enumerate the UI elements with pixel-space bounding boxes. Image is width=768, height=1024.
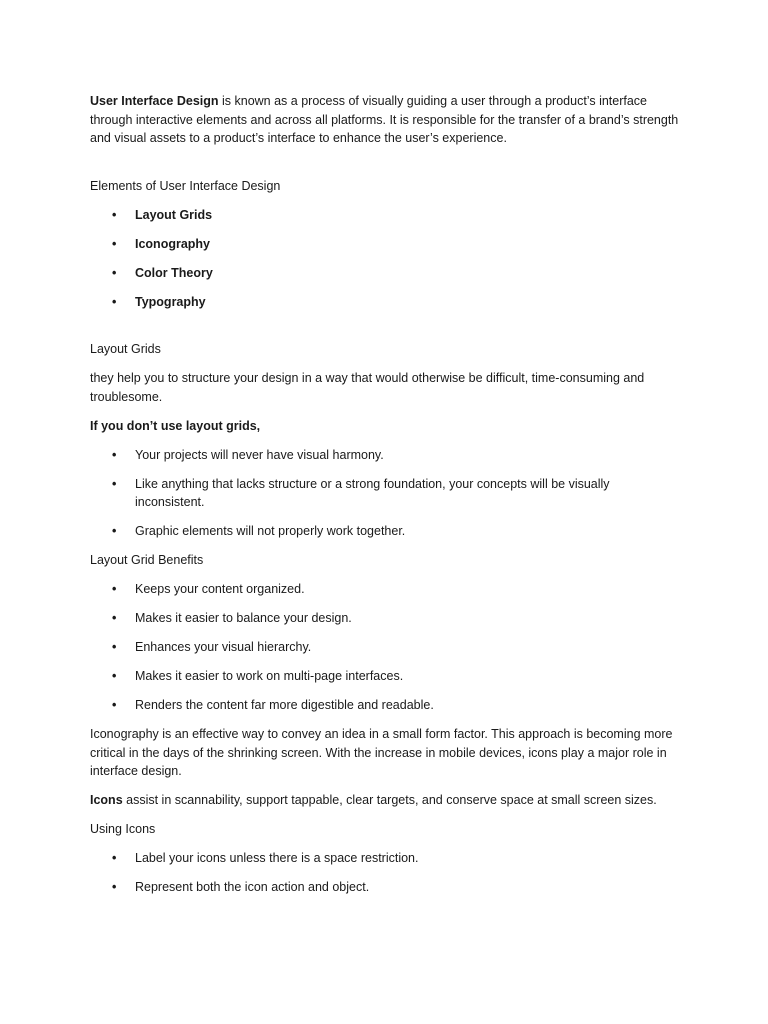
list-item: • Graphic elements will not properly work together. — [90, 522, 680, 541]
using-icons-heading: Using Icons — [90, 822, 156, 836]
list-item: • Color Theory — [90, 264, 680, 283]
elements-heading: Elements of User Interface Design — [90, 178, 281, 193]
list-item: • Makes it easier to work on multi-page interfaces. — [90, 667, 680, 686]
layout-grids-warning — [90, 417, 680, 436]
intro-paragraph — [90, 92, 680, 148]
list-item: • Keeps your content organized. — [90, 580, 680, 599]
list-item: • Your projects will never have visual harmony. — [90, 446, 680, 465]
icons-text: assist in scannability, support tappable, clear targets, and conserve space at small screen sizes. — [122, 793, 657, 807]
icons-paragraph — [90, 791, 680, 810]
using-icons-list — [90, 849, 680, 897]
list-item: • Represent both the icon action and object. — [90, 878, 680, 897]
list-item: • Renders the content far more digestible and readable. — [90, 696, 680, 715]
benefits-list — [90, 580, 680, 715]
iconography-paragraph: Iconography is an effective way to convey an idea in a small form factor. This approach is becoming more critical in the days of the shrinking screen. With the increase in mobile devices, icons play a major role in interface design. — [90, 727, 673, 778]
elements-list — [90, 206, 680, 312]
intro-lead-text: is known as a process of visually guiding a user through a product’s interface through interactive elements and across all platforms. It is responsible for the transfer of a brand’s strength and visual assets to a product’s interface to enhance the user’s experience. — [90, 94, 679, 145]
list-item: • Iconography — [90, 235, 680, 254]
icons-term: Icons — [90, 793, 123, 807]
document-page — [90, 92, 680, 907]
list-item: • Makes it easier to balance your design. — [90, 609, 680, 628]
layout-grids-heading: Layout Grids — [90, 342, 161, 356]
list-item: • Layout Grids — [90, 206, 680, 225]
list-item: • Enhances your visual hierarchy. — [90, 638, 680, 657]
benefits-heading: Layout Grid Benefits — [90, 553, 204, 567]
list-item: • Label your icons unless there is a space restriction. — [90, 849, 680, 868]
warning-text: If you don’t use layout grids, — [90, 418, 261, 433]
layout-grids-body: they help you to structure your design in a way that would otherwise be difficult, time-consuming and troublesome. — [90, 371, 645, 404]
list-item: • Typography — [90, 293, 680, 312]
consequences-list — [90, 446, 680, 541]
list-item: • Like anything that lacks structure or a strong foundation, your concepts will be visually inconsistent. — [90, 475, 680, 512]
intro-lead-term: User Interface Design — [90, 94, 219, 108]
